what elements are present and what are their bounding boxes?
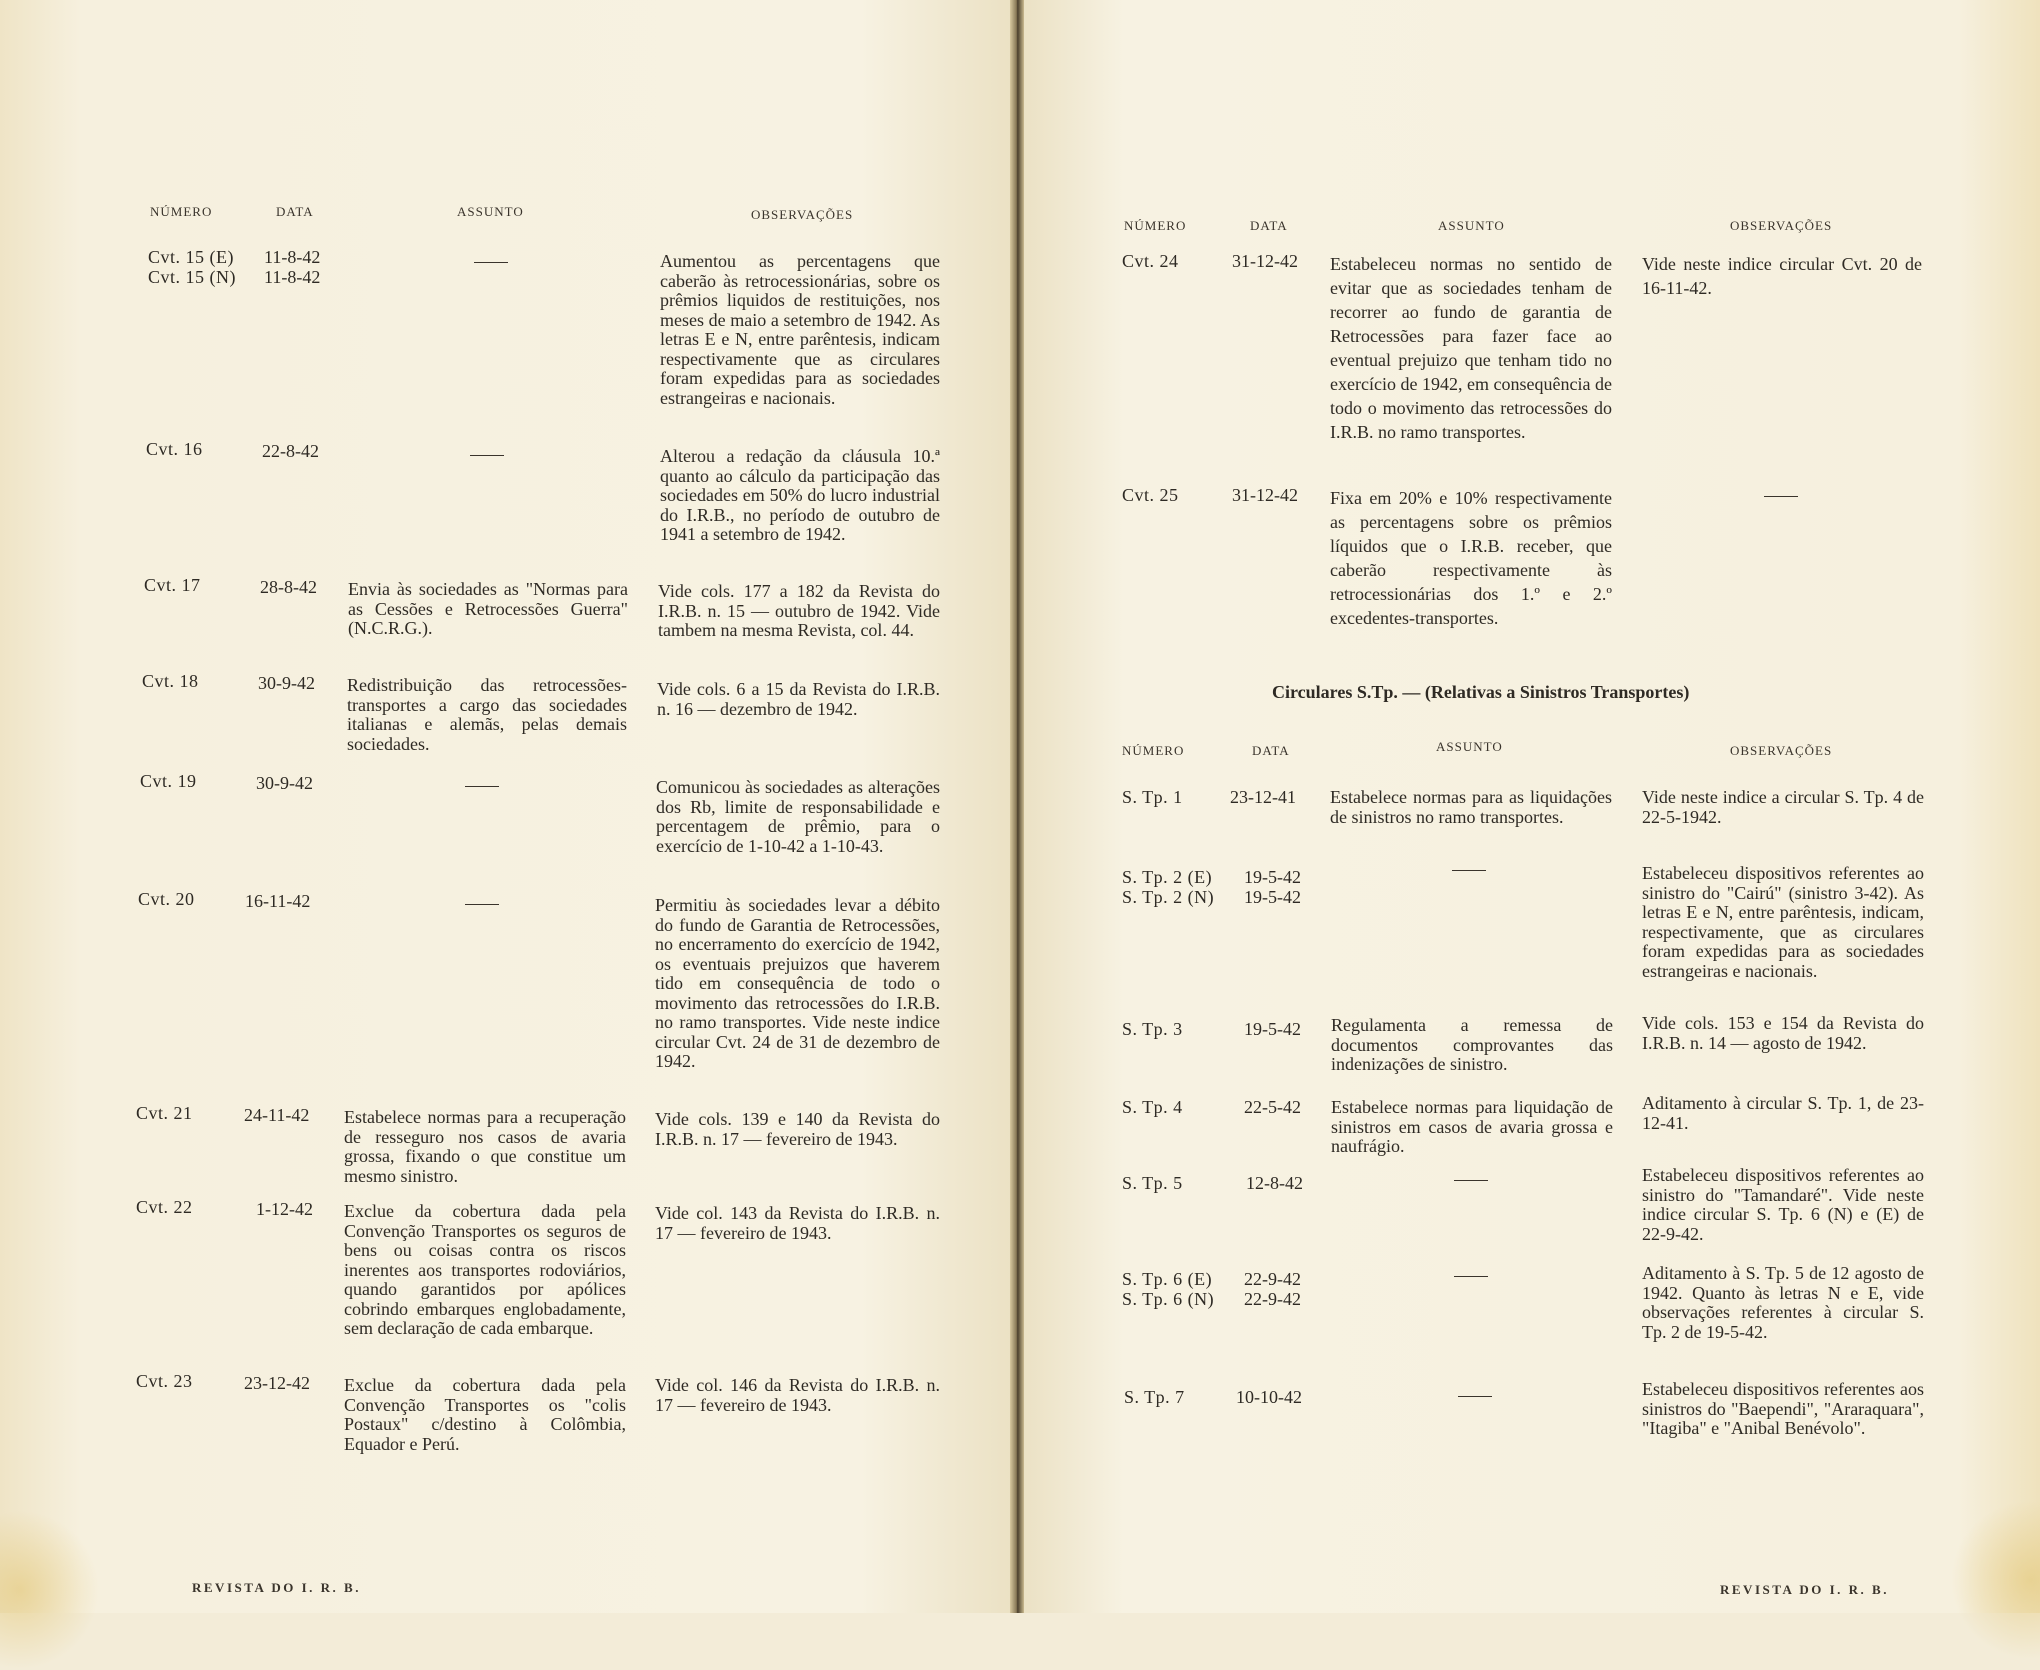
- table-row-numero: Cvt. 15 (E) Cvt. 15 (N): [148, 247, 236, 287]
- table-row-observacoes: Estabeleceu dispositivos referentes ao sinistro do "Cairú" (sinistro 3-42). As letras E e N, entre parêntesis, indicam, respectivamente, que as circulares foram expedidas para as sociedades estrangeiras e nacionais.: [1642, 863, 1924, 981]
- table-row-observacoes: Vide col. 146 da Revista do I.R.B. n. 17 — fevereiro de 1943.: [655, 1375, 940, 1415]
- table-row-data: 16-11-42: [245, 891, 311, 911]
- table-row-observacoes: Vide cols. 139 e 140 da Revista do I.R.B. n. 17 — fevereiro de 1943.: [655, 1109, 940, 1149]
- header-numero-left: NÚMERO: [150, 204, 213, 219]
- table-row-observacoes: Aumentou as percentagens que caberão às retrocessionárias, sobre os prêmios liquidos de restituições, nos meses de maio a setembro de 1942. As letras E e N, entre parêntesis, indicam respectivamente que as circulares foram expedidas para as sociedades estrangeiras e nacionais.: [660, 251, 940, 408]
- table-row-assunto: Exclue da cobertura dada pela Convenção Transportes os "colis Postaux" c/destino à Colômbia, Equador e Perú.: [344, 1375, 626, 1454]
- table-row-data: 22-8-42: [262, 441, 319, 461]
- table-row-observacoes: Vide cols. 153 e 154 da Revista do I.R.B. n. 14 — agosto de 1942.: [1642, 1013, 1924, 1053]
- empty-assunto-dash: [470, 455, 504, 456]
- table-row-observacoes: Aditamento à circular S. Tp. 1, de 23-12-41.: [1642, 1093, 1924, 1133]
- table-row-data: 30-9-42: [258, 673, 315, 693]
- table-row-data: 10-10-42: [1236, 1387, 1302, 1407]
- table-row-numero: S. Tp. 5: [1122, 1173, 1183, 1193]
- table-row-data: 31-12-42: [1232, 485, 1298, 505]
- empty-assunto-dash: [474, 262, 508, 263]
- table-row-data: 24-11-42: [244, 1105, 310, 1125]
- header-observacoes-right: OBSERVAÇÕES: [1730, 218, 1833, 233]
- header-assunto-left: ASSUNTO: [457, 204, 524, 219]
- table-row-numero: Cvt. 23: [136, 1371, 193, 1391]
- header-numero-stp: NÚMERO: [1122, 743, 1185, 758]
- empty-assunto-dash: [1454, 1276, 1488, 1277]
- table-row-assunto: Redistribuição das retrocessões-transportes a cargo das sociedades italianas e alemãs, pelas demais sociedades.: [347, 675, 627, 754]
- table-row-numero: Cvt. 25: [1122, 485, 1179, 505]
- table-row-numero: S. Tp. 7: [1124, 1387, 1185, 1407]
- table-row-observacoes: Vide col. 143 da Revista do I.R.B. n. 17 — fevereiro de 1943.: [655, 1203, 940, 1243]
- book-gutter: [1010, 0, 1024, 1613]
- header-numero-right: NÚMERO: [1124, 218, 1187, 233]
- table-row-assunto: Envia às sociedades as "Normas para as Cessões e Retrocessões Guerra" (N.C.R.G.).: [348, 579, 628, 638]
- table-row-numero: Cvt. 24: [1122, 251, 1179, 271]
- empty-assunto-dash: [1452, 870, 1486, 871]
- header-assunto-stp: ASSUNTO: [1436, 739, 1503, 754]
- empty-assunto-dash: [1458, 1396, 1492, 1397]
- table-row-data: 1-12-42: [256, 1199, 313, 1219]
- header-data-stp: DATA: [1252, 743, 1290, 758]
- table-row-observacoes: Comunicou às sociedades as alterações dos Rb, limite de responsabilidade e percentagem de prêmio, para o exercício de 1-10-42 a 1-10-43.: [656, 777, 940, 856]
- table-row-assunto: Exclue da cobertura dada pela Convenção Transportes os seguros de bens ou coisas contra os riscos inerentes aos transportes rodoviários, quando garantidos por apólices cobrindo embarques englobadamente, sem declaração de cada embarque.: [344, 1201, 626, 1338]
- table-row-observacoes: Estabeleceu dispositivos referentes ao sinistro do "Tamandaré". Vide neste indice circular S. Tp. 6 (N) e (E) de 22-9-42.: [1642, 1165, 1924, 1244]
- table-row-observacoes: Vide neste indice a circular S. Tp. 4 de 22-5-1942.: [1642, 787, 1924, 827]
- empty-assunto-dash: [465, 904, 499, 905]
- table-row-data: 23-12-42: [244, 1373, 310, 1393]
- section-title-stp: Circulares S.Tp. — (Relativas a Sinistros Transportes): [1272, 682, 1690, 702]
- table-row-assunto: Estabelece normas para a recuperação de resseguro nos casos de avaria grossa, fixando o que constitue um mesmo sinistro.: [344, 1107, 626, 1186]
- table-row-numero: Cvt. 21: [136, 1103, 193, 1123]
- table-row-numero: Cvt. 17: [144, 575, 201, 595]
- table-row-assunto: Fixa em 20% e 10% respectivamente as percentagens sobre os prêmios líquidos que o I.R.B. receber, que caberão respectivamente às retrocessionárias dos 1.º e 2.º excedentes-transportes.: [1330, 488, 1612, 628]
- table-row-observacoes: Vide neste indice circular Cvt. 20 de 16-11-42.: [1642, 254, 1922, 298]
- table-row-data: 28-8-42: [260, 577, 317, 597]
- table-row-data: 31-12-42: [1232, 251, 1298, 271]
- header-data-left: DATA: [276, 204, 314, 219]
- table-row-data: 12-8-42: [1246, 1173, 1303, 1193]
- table-row-observacoes: Aditamento à S. Tp. 5 de 12 agosto de 1942. Quanto às letras N e E, vide observações referentes à circular S. Tp. 2 de 19-5-42.: [1642, 1263, 1924, 1342]
- empty-assunto-dash: [465, 786, 499, 787]
- header-data-right: DATA: [1250, 218, 1288, 233]
- table-row-numero: S. Tp. 1: [1122, 787, 1183, 807]
- table-row-observacoes: Alterou a redação da cláusula 10.ª quanto ao cálculo da participação das sociedades em 50% do lucro industrial do I.R.B., no período de outubro de 1941 a setembro de 1942.: [660, 446, 940, 544]
- table-row-assunto: Regulamenta a remessa de documentos comprovantes das indenizações de sinistro.: [1331, 1015, 1613, 1074]
- table-row-numero: S. Tp. 6 (E) S. Tp. 6 (N): [1122, 1269, 1215, 1309]
- table-row-observacoes: Estabeleceu dispositivos referentes aos sinistros do "Baependi", "Araraquara", "Itagiba" e "Anibal Benévolo".: [1642, 1379, 1924, 1438]
- table-row-assunto: Estabelece normas para liquidação de sinistros em casos de avaria grossa e naufrágio.: [1331, 1097, 1613, 1156]
- table-row-assunto: Estabelece normas para as liquidações de sinistros no ramo transportes.: [1330, 787, 1612, 827]
- header-observacoes-stp: OBSERVAÇÕES: [1730, 743, 1833, 758]
- header-observacoes-left: OBSERVAÇÕES: [751, 207, 854, 222]
- empty-assunto-dash: [1454, 1180, 1488, 1181]
- footer-left: REVISTA DO I. R. B.: [192, 1580, 361, 1595]
- table-row-numero: Cvt. 19: [140, 771, 197, 791]
- empty-observacoes-dash: [1764, 496, 1798, 497]
- table-row-observacoes: Permitiu às sociedades levar a débito do fundo de Garantia de Retrocessões, no encerramento do exercício de 1942, os eventuais prejuizos que haverem tido em consequência de todo o movimento das retrocessões do I.R.B. no ramo transportes. Vide neste indice circular Cvt. 24 de 31 de dezembro de 1942.: [655, 895, 940, 1071]
- table-row-numero: Cvt. 16: [146, 439, 203, 459]
- table-row-numero: Cvt. 22: [136, 1197, 193, 1217]
- table-row-data: 23-12-41: [1230, 787, 1296, 807]
- table-row-numero: S. Tp. 3: [1122, 1019, 1183, 1039]
- table-row-numero: S. Tp. 4: [1122, 1097, 1183, 1117]
- table-row-numero: S. Tp. 2 (E) S. Tp. 2 (N): [1122, 867, 1215, 907]
- table-row-data: 19-5-42 19-5-42: [1244, 867, 1301, 907]
- header-assunto-right: ASSUNTO: [1438, 218, 1505, 233]
- table-row-numero: Cvt. 18: [142, 671, 199, 691]
- table-row-data: 22-5-42: [1244, 1097, 1301, 1117]
- table-row-observacoes: Vide cols. 6 a 15 da Revista do I.R.B. n. 16 — dezembro de 1942.: [657, 679, 940, 719]
- table-row-data: 11-8-42 11-8-42: [264, 247, 321, 287]
- table-row-assunto: Estabeleceu normas no sentido de evitar que as sociedades tenham de recorrer ao fundo de garantia de Retrocessões para fazer face ao eventual prejuizo que tenham tido no exercício de 1942, em consequência de todo o movimento das retrocessões do I.R.B. no ramo transportes.: [1330, 254, 1612, 442]
- table-row-observacoes: Vide cols. 177 a 182 da Revista do I.R.B. n. 15 — outubro de 1942. Vide tambem na mesma Revista, col. 44.: [658, 581, 940, 640]
- table-row-data: 30-9-42: [256, 773, 313, 793]
- table-row-data: 19-5-42: [1244, 1019, 1301, 1039]
- footer-right: REVISTA DO I. R. B.: [1720, 1582, 1889, 1597]
- table-row-numero: Cvt. 20: [138, 889, 195, 909]
- table-row-data: 22-9-42 22-9-42: [1244, 1269, 1301, 1309]
